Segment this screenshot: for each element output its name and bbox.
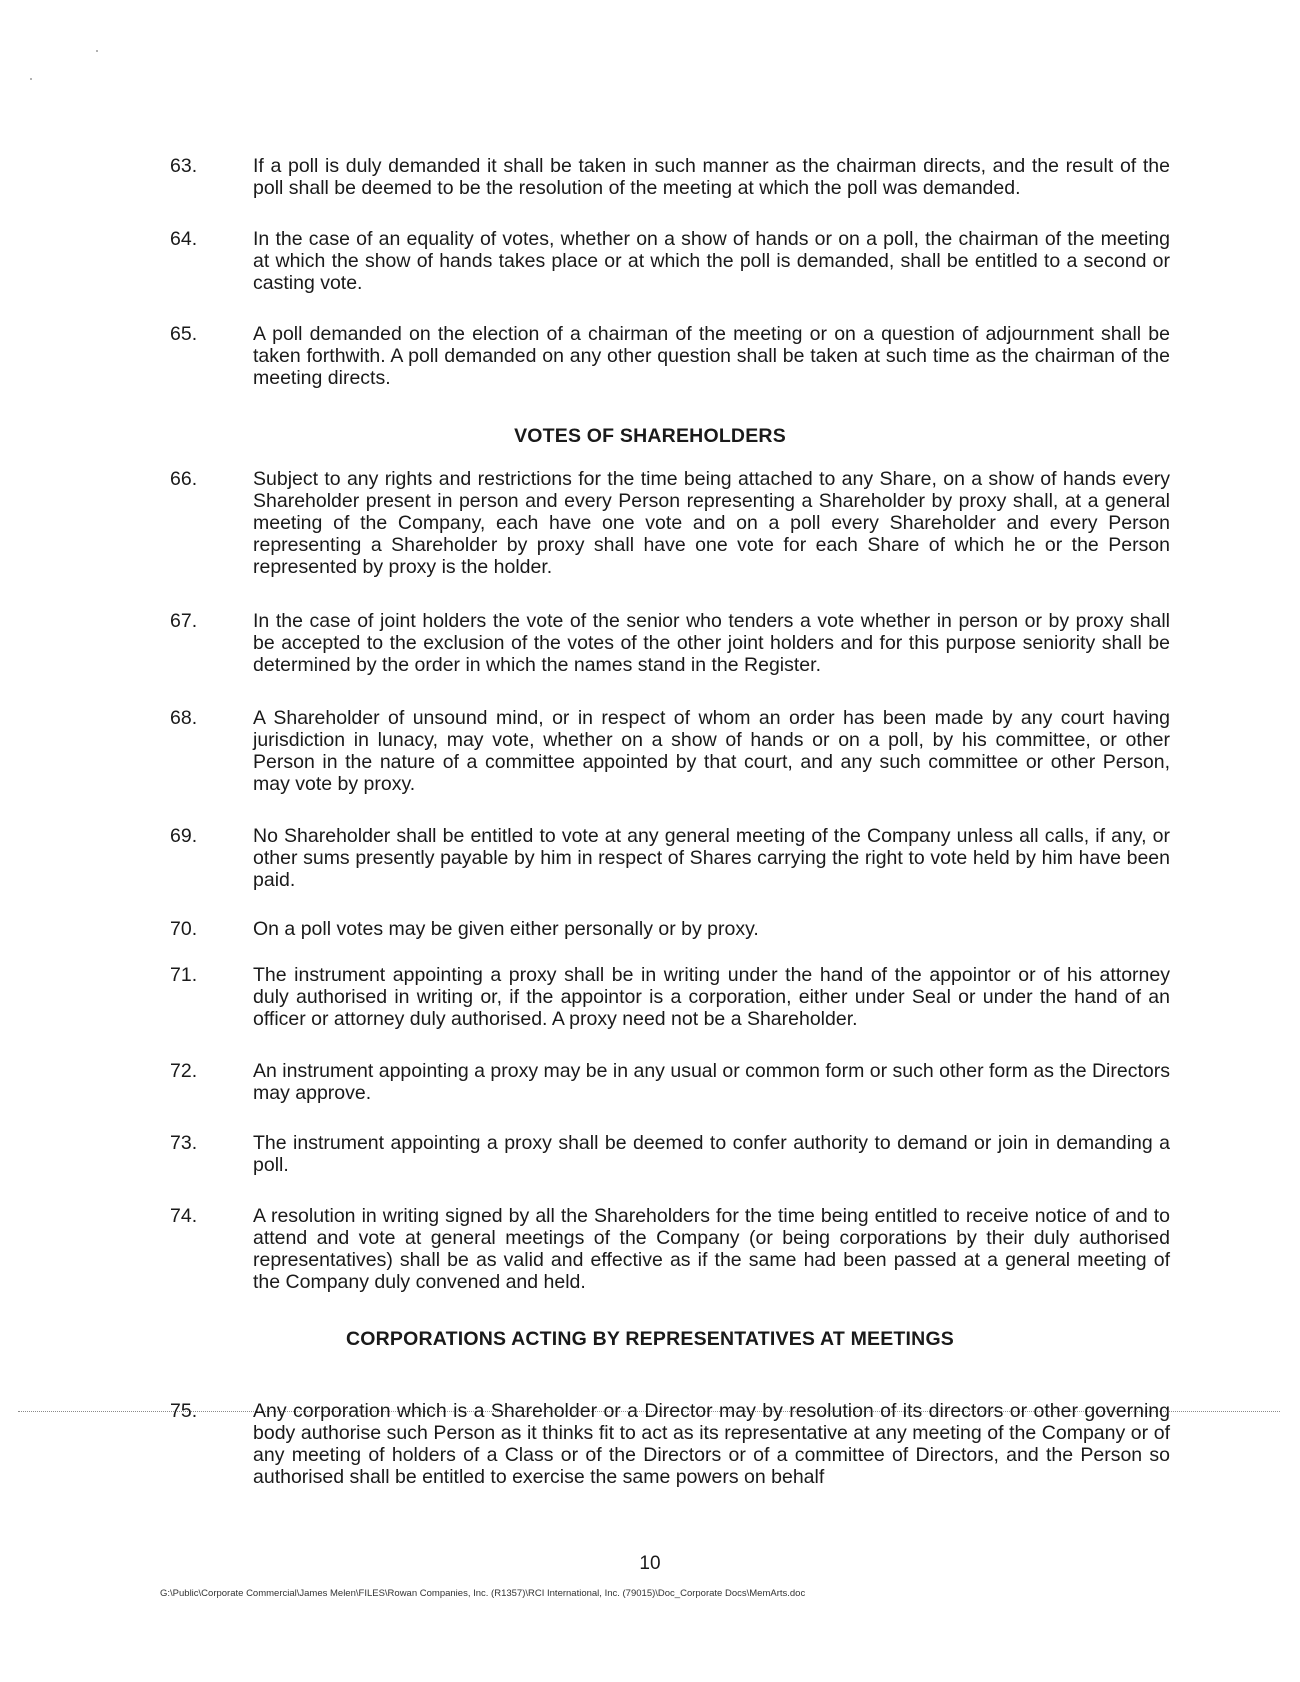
clause-number: 71. [170, 964, 198, 986]
clause-66 [170, 468, 1170, 578]
page-number: 10 [639, 1553, 661, 1574]
clause-text: A Shareholder of unsound mind, or in respect of whom an order has been made by any court having jurisdiction in lunacy, may vote, whether on a show of hands or on a poll, by his committee, or other Person in the nature of a committee appointed by that court, and any such committee or other Person, may vote by proxy. [253, 707, 1170, 795]
clause-text: In the case of an equality of votes, whether on a show of hands or on a poll, the chairman of the meeting at which the show of hands takes place or at which the poll is demanded, shall be entitled to a second or casting vote. [253, 228, 1170, 294]
clause-number: 65. [170, 323, 198, 345]
footer-file-path: G:\Public\Corporate Commercial\James Melen\FILES\Rowan Companies, Inc. (R1357)\RCI International, Inc. (79015)\Doc_Corporate Docs\MemArts.doc [160, 1588, 806, 1599]
clause-69 [170, 825, 1170, 891]
clause-number: 69. [170, 825, 198, 847]
clause-number: 72. [170, 1060, 198, 1082]
clause-text: If a poll is duly demanded it shall be taken in such manner as the chairman directs, and the result of the poll shall be deemed to be the resolution of the meeting at which the poll was demanded. [253, 155, 1170, 199]
clause-number: 75. [170, 1400, 198, 1422]
scan-speck [96, 50, 98, 52]
clause-74 [170, 1205, 1170, 1293]
clause-number: 74. [170, 1205, 198, 1227]
clause-text: Any corporation which is a Shareholder or a Director may by resolution of its directors or other governing body authorise such Person as it thinks fit to act as its representative at any meeting of the Company or of any meeting of holders of a Class or of the Directors or of a committee of Directors, and the Person so authorised shall be entitled to exercise the same powers on behalf [253, 1400, 1170, 1488]
clause-text: The instrument appointing a proxy shall be in writing under the hand of the appointor or of his attorney duly authorised in writing or, if the appointor is a corporation, either under Seal or under the hand of an officer or attorney duly authorised. A proxy need not be a Shareholder. [253, 964, 1170, 1030]
clause-75 [170, 1400, 1170, 1488]
clause-text: On a poll votes may be given either personally or by proxy. [253, 918, 759, 940]
clause-63 [170, 155, 1170, 199]
clause-70 [170, 918, 1170, 940]
clause-text: A poll demanded on the election of a chairman of the meeting or on a question of adjournment shall be taken forthwith. A poll demanded on any other question shall be taken at such time as the chairman of the meeting directs. [253, 323, 1170, 389]
heading-corporations-acting: CORPORATIONS ACTING BY REPRESENTATIVES AT MEETINGS [345, 1328, 955, 1350]
clause-number: 67. [170, 610, 198, 632]
clause-text: The instrument appointing a proxy shall be deemed to confer authority to demand or join in demanding a poll. [253, 1132, 1170, 1176]
scan-speck [30, 78, 32, 80]
clause-67 [170, 610, 1170, 676]
clause-68 [170, 707, 1170, 795]
clause-number: 66. [170, 468, 198, 490]
clause-64 [170, 228, 1170, 294]
clause-72 [170, 1060, 1170, 1104]
clause-text: No Shareholder shall be entitled to vote at any general meeting of the Company unless all calls, if any, or other sums presently payable by him in respect of Shares carrying the right to vote held by him have been paid. [253, 825, 1170, 891]
heading-votes-of-shareholders: VOTES OF SHAREHOLDERS [514, 425, 786, 447]
clause-71 [170, 964, 1170, 1030]
clause-text: An instrument appointing a proxy may be in any usual or common form or such other form as the Directors may approve. [253, 1060, 1170, 1104]
clause-number: 64. [170, 228, 198, 250]
clause-73 [170, 1132, 1170, 1176]
clause-65 [170, 323, 1170, 389]
clause-number: 63. [170, 155, 198, 177]
clause-number: 68. [170, 707, 198, 729]
clause-text: In the case of joint holders the vote of the senior who tenders a vote whether in person or by proxy shall be accepted to the exclusion of the votes of the other joint holders and for this purpose seniority shall be determined by the order in which the names stand in the Register. [253, 610, 1170, 676]
clause-number: 70. [170, 918, 198, 940]
clause-number: 73. [170, 1132, 198, 1154]
clause-text: Subject to any rights and restrictions for the time being attached to any Share, on a show of hands every Shareholder present in person and every Person representing a Shareholder by proxy shall, at a general meeting of the Company, each have one vote and on a poll every Shareholder and every Person representing a Shareholder by proxy shall have one vote for each Share of which he or the Person represented by proxy is the holder. [253, 468, 1170, 578]
clause-text: A resolution in writing signed by all the Shareholders for the time being entitled to receive notice of and to attend and vote at general meetings of the Company (or being corporations by their duly authorised representatives) shall be as valid and effective as if the same had been passed at a general meeting of the Company duly convened and held. [253, 1205, 1170, 1293]
